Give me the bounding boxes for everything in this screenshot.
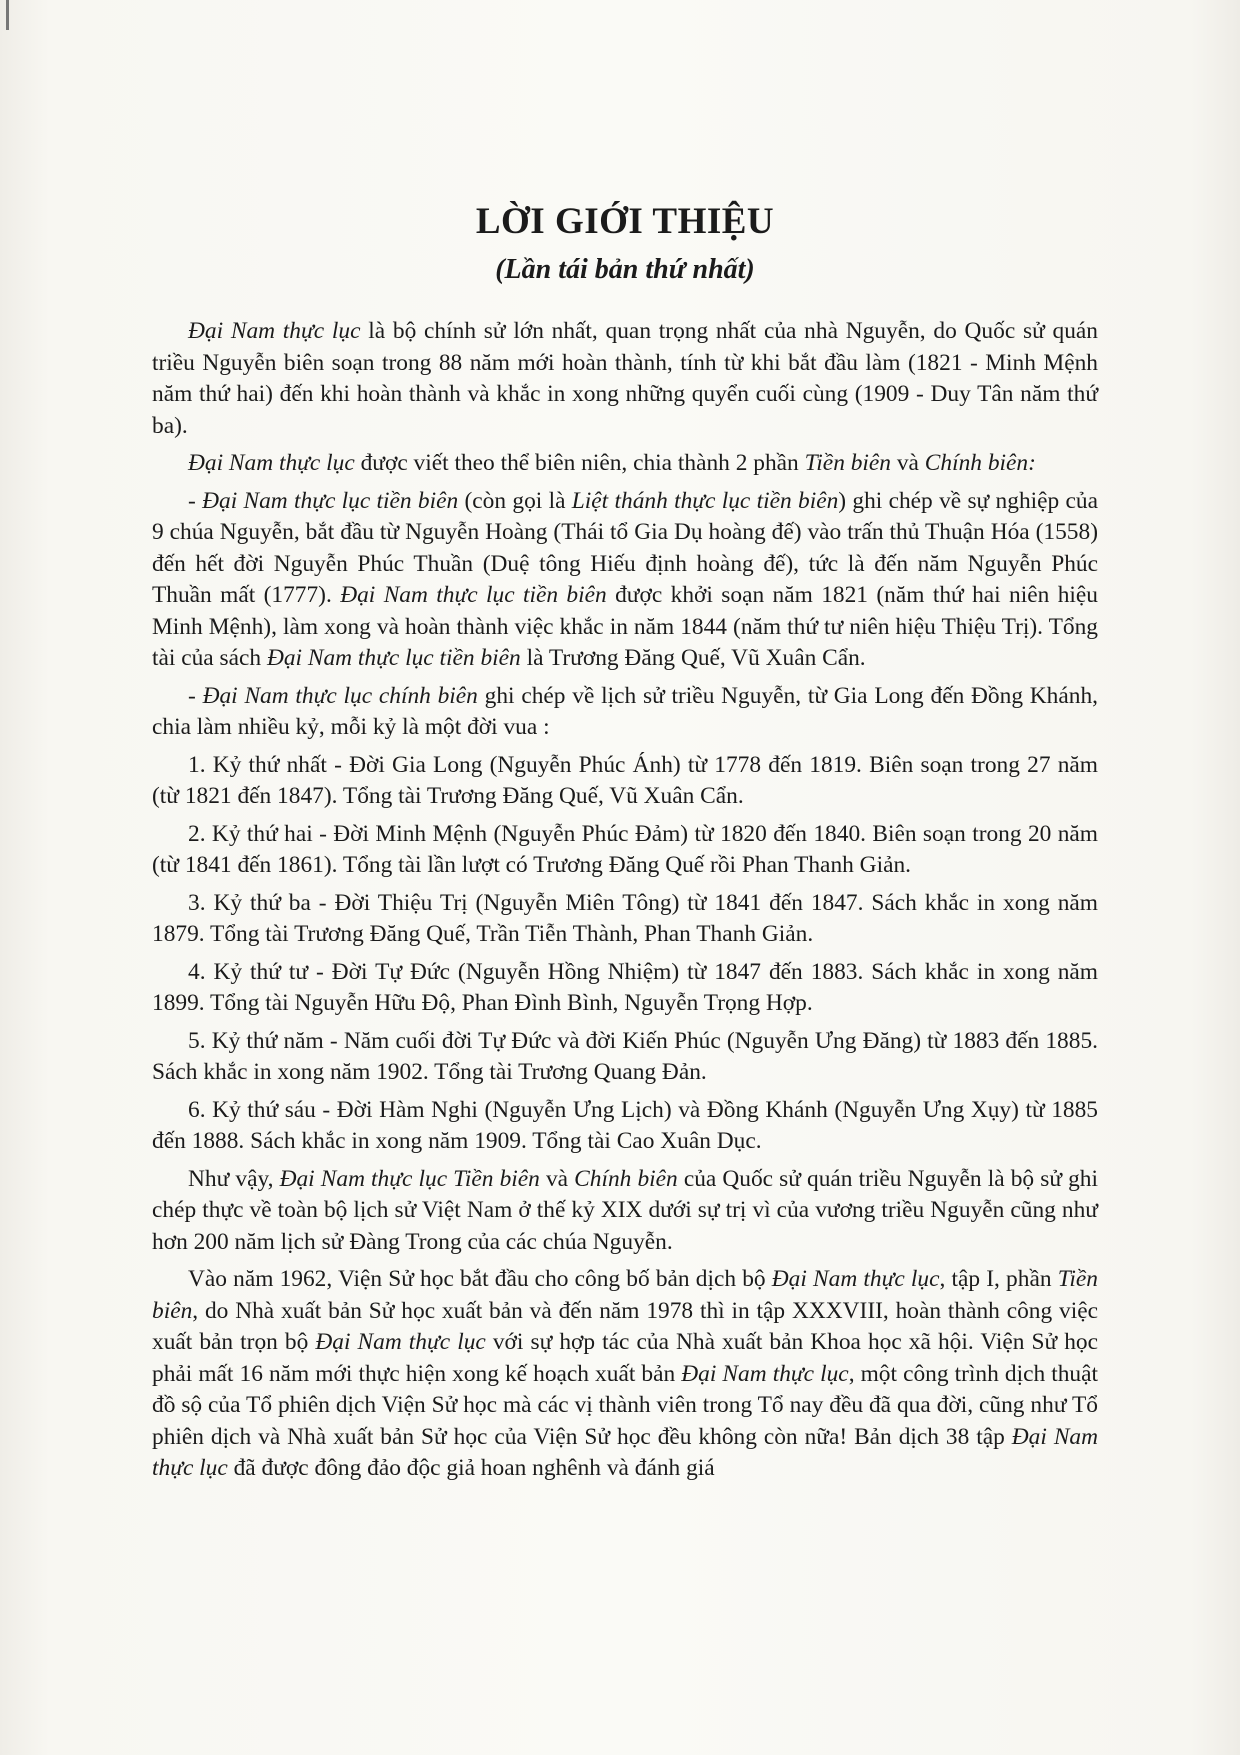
- text-run: với sự hợp tác của Nhà xuất bản Khoa học xã hội. Viện Sử học phải mất 16 năm mới thực hiện xong kế hoạch xuất bản: [152, 1329, 1098, 1387]
- paragraph: [152, 486, 1098, 675]
- italic-text: Đại Nam thực lục: [188, 450, 355, 476]
- text-run: Như vậy,: [188, 1165, 280, 1192]
- text-run: là Trương Đăng Quế, Vũ Xuân Cẩn.: [520, 645, 866, 671]
- paragraph: [152, 957, 1098, 1020]
- text-run: của Quốc sử quán triều Nguyễn là bộ sử ghi chép thực về toàn bộ lịch sử Việt Nam ở thế kỷ XIX dưới sự trị vì của vương triều Nguyễn cũng như hơn 200 năm lịch sử Đàng Trong của các chúa Nguyễn.: [152, 1165, 1098, 1255]
- paragraph: [152, 1026, 1098, 1089]
- italic-text: Đại Nam thực lục: [188, 318, 361, 344]
- text-run: , một công trình dịch thuật đồ sộ của Tổ phiên dịch Viện Sử học mà các vị thành viên trong Tổ nay đều đã qua đời, cũng như Tổ phiên dịch và Nhà xuất bản Sử học của Viện Sử học đều không còn nữa! Bản dịch 38 tập: [152, 1360, 1098, 1450]
- italic-text: Chính biên:: [924, 450, 1036, 476]
- italic-text: Đại Nam thực lục tiền biên: [340, 582, 607, 608]
- paragraph: [152, 316, 1098, 442]
- text-run: ) ghi chép về sự nghiệp của 9 chúa Nguyễn, bắt đầu từ Nguyễn Hoàng (Thái tổ Gia Dụ hoàng đế) vào trấn thủ Thuận Hóa (1558) đến hết đời Nguyễn Phúc Thuần (Duệ tông Hiếu định hoàng đế), tức là đến năm Nguyễn Phúc Thuần mất (1777).: [152, 487, 1098, 608]
- text-run: được viết theo thể biên niên, chia thành 2 phần: [354, 450, 805, 476]
- paragraph: [152, 1264, 1098, 1485]
- document-body: [152, 196, 1098, 1491]
- text-run: đã được đông đảo độc giả hoan nghênh và đánh giá: [227, 1455, 715, 1481]
- text-run: , do Nhà xuất bản Sử học xuất bản và đến năm 1978 thì in tập XXXVIII, hoàn thành công việc xuất bản trọn bộ: [152, 1297, 1098, 1355]
- text-run: là bộ chính sử lớn nhất, quan trọng nhất của nhà Nguyễn, do Quốc sử quán triều Nguyễn biên soạn trong 88 năm mới hoàn thành, tính từ khi bắt đầu làm (1821 - Minh Mệnh năm thứ hai) đến khi hoàn thành và khắc in xong những quyển cuối cùng (1909 - Duy Tân năm thứ ba).: [152, 318, 1098, 439]
- paragraph: [152, 1095, 1098, 1158]
- text-run: 4. Kỷ thứ tư - Đời Tự Đức (Nguyễn Hồng Nhiệm) từ 1847 đến 1883. Sách khắc in xong năm 1899. Tổng tài Nguyễn Hữu Độ, Phan Đình Bình, Nguyễn Trọng Hợp.: [152, 958, 1098, 1016]
- italic-text: Liệt thánh thực lục tiền biên: [571, 487, 839, 514]
- text-run: và: [539, 1165, 575, 1192]
- paragraph: [152, 750, 1098, 813]
- text-run: ghi chép về lịch sử triều Nguyễn, từ Gia Long đến Đồng Khánh, chia làm nhiều kỷ, mỗi kỷ là một đời vua :: [152, 682, 1099, 740]
- text-run: , tập I, phần: [939, 1266, 1058, 1292]
- italic-text: Đại Nam thực lục Tiền biên: [279, 1165, 540, 1192]
- italic-text: Đại Nam thực lục chính biên: [202, 682, 478, 709]
- text-run: 3. Kỷ thứ ba - Đời Thiệu Trị (Nguyễn Miên Tông) từ 1841 đến 1847. Sách khắc in xong năm 1879. Tổng tài Trương Đăng Quế, Trần Tiễn Thành, Phan Thanh Giản.: [152, 889, 1098, 947]
- text-run: 2. Kỷ thứ hai - Đời Minh Mệnh (Nguyễn Phúc Đảm) từ 1820 đến 1840. Biên soạn trong 20 năm (từ 1841 đến 1861). Tổng tài lần lượt có Trương Đăng Quế rồi Phan Thanh Giản.: [152, 820, 1098, 878]
- italic-text: Đại Nam thực lục: [771, 1266, 940, 1292]
- paragraph: [152, 819, 1098, 882]
- page-title: LỜI GIỚI THIỆU: [475, 201, 775, 242]
- paragraph: [152, 681, 1098, 744]
- text-run: 1. Kỷ thứ nhất - Đời Gia Long (Nguyễn Phúc Ánh) từ 1778 đến 1819. Biên soạn trong 27 năm (từ 1821 đến 1847). Tổng tài Trương Đăng Quế, Vũ Xuân Cẩn.: [152, 751, 1098, 809]
- text-run: (còn gọi là: [458, 487, 572, 514]
- paragraph: [152, 1164, 1098, 1259]
- text-run: được khởi soạn năm 1821 (năm thứ hai niên hiệu Minh Mệnh), làm xong và hoàn thành việc khắc in năm 1844 (năm thứ tư niên hiệu Thiệu Trị). Tổng tài của sách: [152, 582, 1098, 671]
- italic-text: Đại Nam thực lục: [681, 1360, 849, 1387]
- page-subtitle: (Lần tái bản thứ nhất): [495, 254, 755, 285]
- text-run: -: [188, 682, 203, 709]
- text-run: 6. Kỷ thứ sáu - Đời Hàm Nghi (Nguyễn Ưng Lịch) và Đồng Khánh (Nguyễn Ưng Xụy) từ 1885 đến 1888. Sách khắc in xong năm 1909. Tổng tài Cao Xuân Dục.: [152, 1096, 1098, 1154]
- italic-text: Đại Nam thực lục tiền biên: [266, 645, 521, 671]
- binding-edge: [6, 0, 9, 30]
- paragraph: [152, 888, 1098, 951]
- paragraph: [152, 448, 1098, 480]
- italic-text: Đại Nam thực lục: [152, 1423, 1099, 1481]
- text-run: và: [891, 450, 925, 476]
- text-run: -: [188, 487, 203, 514]
- paragraph-list: [152, 316, 1098, 1485]
- italic-text: Đại Nam thực lục tiền biên: [202, 487, 459, 514]
- italic-text: Đại Nam thực lục: [315, 1329, 486, 1355]
- italic-text: Chính biên: [574, 1165, 678, 1192]
- italic-text: Tiền biên: [152, 1266, 1098, 1324]
- text-run: Vào năm 1962, Viện Sử học bắt đầu cho công bố bản dịch bộ: [188, 1266, 772, 1292]
- italic-text: Tiền biên: [804, 450, 892, 476]
- text-run: 5. Kỷ thứ năm - Năm cuối đời Tự Đức và đời Kiến Phúc (Nguyễn Ưng Đăng) từ 1883 đến 1885. Sách khắc in xong năm 1902. Tổng tài Trương Quang Đản.: [152, 1027, 1098, 1085]
